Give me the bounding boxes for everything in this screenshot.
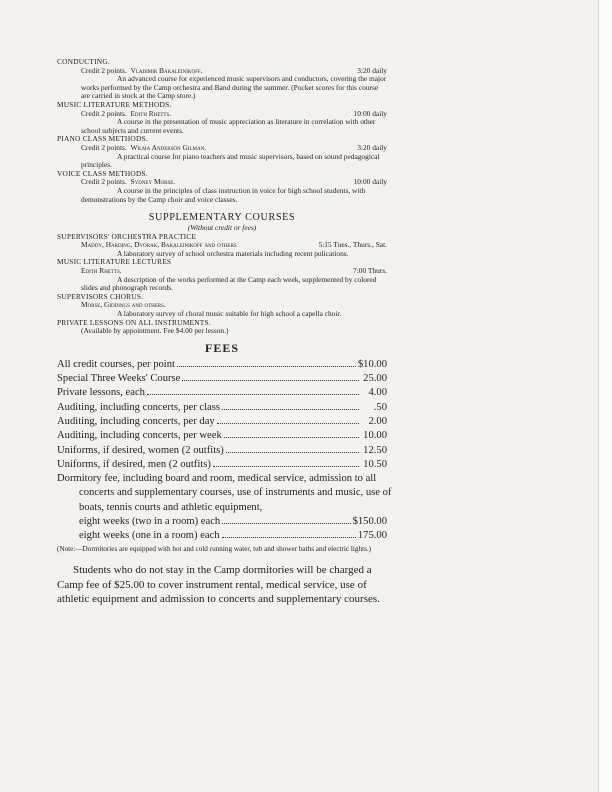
fee-row [57, 372, 387, 386]
fee-label: Auditing, including concerts, per day [57, 416, 215, 427]
course-description: An advanced course for experienced music supervisors and conductors, covering the major works performed by the Camp orchestra and Band during the summer. (Pocket scores for this course are carried in stock at the Camp store.) [81, 74, 387, 101]
supp-private [57, 319, 387, 336]
instructor-name: Wilma Anderson Gilman. [130, 142, 207, 152]
leader-dots [147, 394, 359, 395]
leader-dots [222, 537, 356, 538]
fee-row [57, 529, 387, 543]
supp-orchestra [57, 233, 387, 259]
course-title: MUSIC LITERATURE METHODS. [57, 99, 172, 109]
course-time: 3:20 daily [357, 65, 387, 75]
fee-row [57, 358, 387, 372]
course-time: 7:00 Thurs. [353, 266, 387, 276]
leader-dots [222, 523, 350, 524]
leader-dots [177, 366, 356, 367]
course-music-literature [57, 101, 387, 135]
fee-row [57, 401, 387, 415]
fee-amount: $150.00 [352, 516, 387, 528]
leader-dots [213, 466, 359, 467]
supplementary-subheading: (Without credit or fees) [187, 223, 257, 233]
course-description: A laboratory survey of school orchestra materials including recent pulications. [117, 248, 349, 258]
course-description: A laboratory survey of choral music suitable for high school a capella choir. [117, 309, 342, 319]
course-title: PIANO CLASS METHODS. [57, 134, 148, 144]
course-time: 10:00 daily [353, 108, 387, 118]
course-title: MUSIC LITERATURE LECTURES [57, 257, 172, 267]
course-note: (Available by appointment. Fee $4.00 per lesson.) [81, 326, 229, 336]
fee-row [57, 458, 387, 472]
supp-chorus [57, 293, 387, 319]
fee-row [57, 515, 387, 529]
course-time: 10:00 daily [353, 177, 387, 187]
fee-list [57, 358, 392, 544]
course-description: A course in the presentation of music appreciation as literature in correlation with other school subjects and current events. [81, 117, 376, 135]
course-piano [57, 135, 387, 169]
fee-label: Uniforms, if desired, women (2 outfits) [57, 444, 224, 456]
fee-label: All credit courses, per point [57, 358, 175, 370]
credit-text: Credit 2 points. [81, 108, 127, 118]
page-edge [598, 0, 612, 792]
dormitory-note: (Note:—Dormitories are equipped with hot and cold running water, tub and shower baths and electric lights.) [57, 544, 372, 553]
fee-amount: .50 [373, 401, 387, 413]
fee-amount: 175.00 [357, 530, 387, 542]
dormitory-fee-text: Dormitory fee, including board and room, medical service, admission to all concerts and supplementary courses, use of instruments and music, use of boats, tennis courts and athletic equipment, [57, 473, 392, 513]
leader-dots [226, 452, 359, 453]
fee-row [57, 429, 387, 443]
course-listing [57, 57, 392, 607]
fee-row [57, 444, 387, 458]
instructor-names: Morse, Giddings and others. [81, 300, 166, 310]
course-voice [57, 170, 387, 204]
instructor-name: Vladimir Bakaleinikoff. [130, 65, 203, 75]
closing-paragraph: Students who do not stay in the Camp dormitories will be charged a Camp fee of $25.00 to cover instrument rental, medical service, use of athletic equipment and admission to concerts and supplementary courses. [57, 564, 380, 606]
fee-label: Special Three Weeks' Course [57, 373, 181, 385]
course-time: 3:20 daily [357, 142, 387, 152]
course-description: A course in the principles of class instruction in voice for high school students, with demonstrations by the Camp choir and voice classes. [81, 185, 366, 204]
credit-text: Credit 2 points. [81, 65, 127, 75]
fee-label: Auditing, including concerts, per week [57, 430, 222, 442]
course-conducting [57, 58, 387, 101]
fee-amount: 2.00 [368, 416, 387, 427]
course-title: SUPERVISORS' ORCHESTRA PRACTICE [57, 231, 197, 241]
fee-row [57, 415, 387, 429]
fee-row [57, 386, 387, 400]
credit-text: Credit 2 points. [81, 142, 127, 152]
leader-dots [217, 423, 359, 424]
course-title: VOICE CLASS METHODS. [57, 168, 148, 178]
supp-lectures [57, 258, 387, 292]
fee-amount: 12.50 [363, 444, 387, 456]
instructor-names: Maddy, Harding, Dvorak, Bakaleinikoff and others [81, 240, 237, 250]
leader-dots [182, 380, 359, 381]
course-time: 5:15 Tues., Thurs., Sat. [318, 240, 387, 250]
fee-label: eight weeks (one in a room) each [79, 530, 220, 542]
course-description: A practical course for piano teachers and music supervisors, based on sound pedagogical principles. [81, 151, 380, 170]
instructor-name: Edith Rhetts. [130, 108, 172, 118]
fee-label: Auditing, including concerts, per class [57, 401, 220, 413]
course-title: PRIVATE LESSONS ON ALL INSTRUMENTS. [57, 317, 211, 327]
supplementary-heading: SUPPLEMENTARY COURSES [148, 212, 296, 224]
fee-amount: 10.00 [363, 430, 387, 442]
fee-label: eight weeks (two in a room) each [79, 516, 221, 528]
fee-label: Uniforms, if desired, men (2 outfits) [57, 458, 211, 470]
fees-heading: FEES [204, 340, 239, 355]
instructor-name: Sydney Morse. [130, 177, 176, 187]
fee-label: Private lessons, each [57, 387, 145, 399]
fee-amount: 10.50 [363, 458, 387, 470]
course-description: A description of the works performed at the Camp each week, supplemented by colored slides and phonograph records. [81, 274, 377, 293]
fee-amount: 4.00 [368, 387, 387, 399]
fee-amount: $10.00 [357, 358, 387, 370]
leader-dots [224, 437, 359, 438]
leader-dots [222, 409, 359, 410]
instructor-name: Edith Rhetts. [81, 266, 122, 276]
credit-text: Credit 2 points. [81, 177, 127, 187]
course-title: CONDUCTING. [57, 57, 110, 66]
course-title: SUPERVISORS CHORUS. [57, 291, 144, 301]
fee-amount: 25.00 [363, 373, 387, 385]
